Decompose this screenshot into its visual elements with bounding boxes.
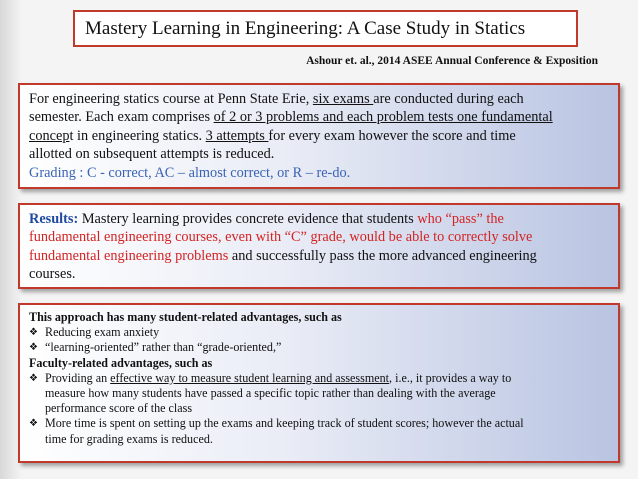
six-exams-text: six exams (312, 91, 374, 107)
attempts-text: 3 attempts (205, 127, 269, 144)
results-line-2: fundamental engineering courses, even with “C” grade, would be able to correctly solve (29, 229, 533, 246)
list-item-text: “learning-oriented” rather than “grade-oriented,” (45, 340, 282, 355)
text-segment: semester. Each exam comprises (29, 109, 214, 126)
citation: Ashour et. al., 2014 ASEE Annual Conference & Exposition (306, 55, 598, 67)
description-line-3 (29, 127, 609, 145)
text-segment: are conducted during each (373, 91, 524, 107)
text-segment: Mastery learning provides concrete evidence that students (78, 211, 418, 227)
text-segment: , i.e., it provides a way to (389, 370, 512, 385)
diamond-bullet-icon: ❖ (29, 327, 38, 339)
grading-line: Grading : C - correct, AC – almost correct, or R – re-do. (29, 164, 351, 181)
list-item (29, 340, 609, 355)
text-segment: and successfully pass the more advanced engineering (228, 247, 537, 264)
text-segment: t in engineering statics. (69, 127, 206, 144)
text-segment: For engineering statics course at Penn State Erie, (29, 91, 313, 107)
results-panel (18, 203, 620, 289)
concept-text: concep (29, 127, 70, 144)
description-line-1 (29, 90, 609, 108)
list-item-text (45, 371, 511, 386)
description-panel (18, 83, 620, 189)
diamond-bullet-icon: ❖ (29, 342, 38, 354)
advantages-panel (18, 303, 620, 463)
diamond-bullet-icon: ❖ (29, 418, 38, 430)
underlined-text: effective way to measure student learning and assessment (110, 370, 390, 385)
faculty-advantages-heading: Faculty-related advantages, such as (29, 355, 213, 370)
list-item-text: Reducing exam anxiety (45, 325, 160, 340)
text-segment: Providing an (45, 370, 111, 385)
description-line-4: allotted on subsequent attempts is reduced. (29, 146, 275, 163)
text-segment: for every exam however the score and time (268, 127, 516, 144)
list-item (29, 416, 609, 431)
diamond-bullet-icon: ❖ (29, 372, 38, 384)
student-advantages-heading: This approach has many student-related advantages, such as (29, 310, 342, 324)
results-line-4: courses. (29, 266, 76, 283)
list-item-continuation: measure how many students have passed a specific topic rather than dealing with the average (45, 386, 496, 401)
results-line-1 (29, 210, 609, 228)
results-line-3 (29, 247, 609, 265)
list-item-text: More time is spent on setting up the exams and keeping track of student scores; however the actual (45, 416, 524, 431)
highlight-text: fundamental engineering problems (29, 247, 229, 264)
description-line-2 (29, 108, 609, 126)
results-label: Results: (29, 211, 79, 227)
highlight-text: who “pass” the (417, 211, 504, 227)
list-item (29, 371, 609, 386)
list-item (29, 325, 609, 340)
slide-title: Mastery Learning in Engineering: A Case Study in Statics (73, 10, 578, 47)
list-item-continuation: time for grading exams is reduced. (45, 431, 213, 446)
problems-text: of 2 or 3 problems and each problem tests one fundamental (213, 109, 553, 126)
list-item-continuation: performance score of the class (45, 401, 193, 416)
